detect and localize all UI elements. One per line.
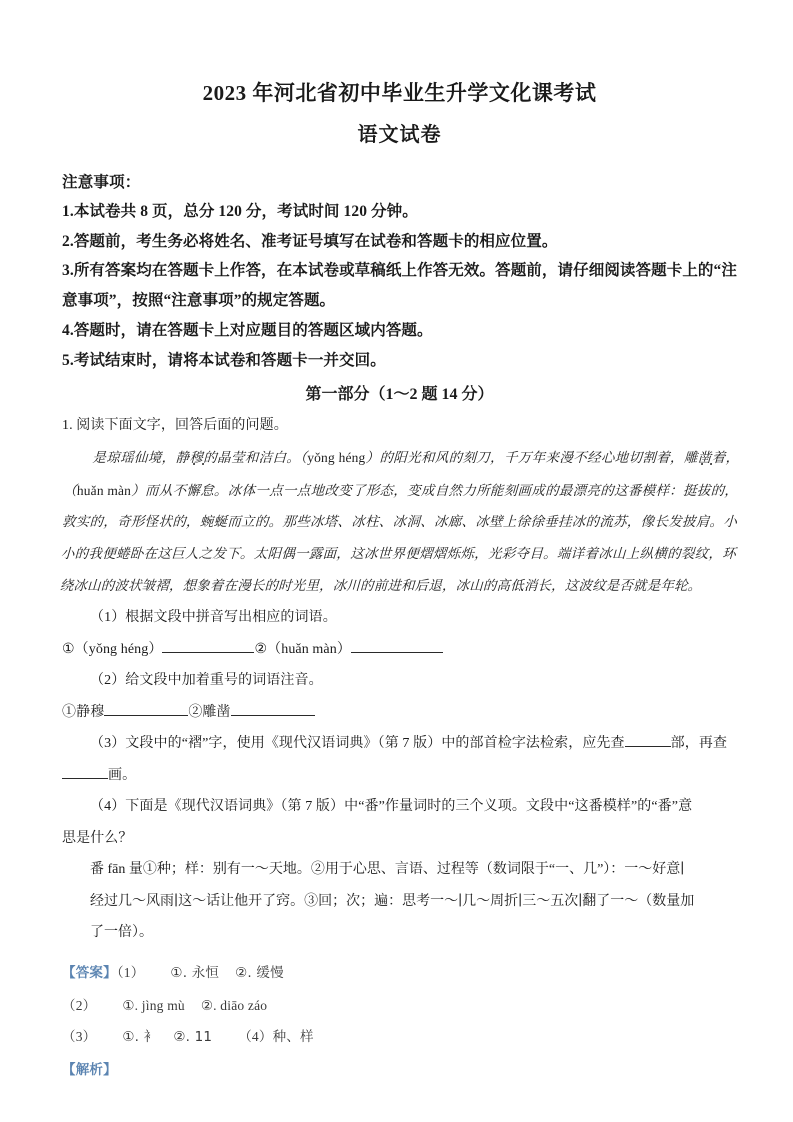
page-title: 2023 年河北省初中毕业生升学文化课考试 [202,81,597,105]
answer-3-item-1: ①. 衤 [122,1029,158,1046]
pinyin-huanman: huǎn màn [76,482,132,498]
answer-marker: 【答案】 [62,964,117,980]
notice-item: 4.答题时，请在答题卡上对应题目的答题区域内答题。 [62,321,433,339]
notice-item: 3.所有答案均在答题卡上作答，在本试卷或草稿纸上作答无效。答题前，请仔细阅读答题卡上的“注意事项”，按照“注意事项”的规定答题。 [62,262,737,310]
answer-1-num: （1） [116,964,145,980]
blank-label-4: ②雕凿 [188,704,231,720]
notice-item: 1.本试卷共 8 页，总分 120 分，考试时间 120 分钟。 [62,202,418,220]
sub-question-1-stem: （1）根据文段中拼音写出相应的词语。 [90,610,337,626]
passage-seg-1: 是琼瑶仙境，静穆 [91,449,204,466]
answer-3-num: （3） [62,1029,97,1045]
blank-label-2: ②（huǎn màn） [254,641,351,657]
answer-line-1 [62,957,737,990]
sub-question-3-stem [62,728,737,760]
answer-2-item-2: ②. diāo záo [200,997,268,1013]
pinyin-yongheng: yǒng héng [307,449,366,465]
passage-seg-3: ）的阳光和风的刻刀，千万年来漫不经心地切割着，雕凿 [365,449,712,466]
answer-1-item-1: ①. 永恒 [170,964,220,981]
sub-question-3-continued [62,760,737,792]
notice-section [62,168,737,376]
answer-3-item-2: ②. 11 [173,1029,213,1046]
answer-blank-2[interactable] [351,639,443,653]
sub-question-2-stem: （2）给文段中加着重号的词语注音。 [90,673,323,689]
answer-key-section [62,957,737,1086]
sub-question-3-text-c: 画。 [108,767,137,783]
dictionary-entry-line-3: 了一倍）。 [90,925,153,941]
sub-question-2-blanks [62,697,737,729]
reading-passage [59,442,740,603]
page-subtitle: 语文试卷 [357,123,442,146]
dictionary-entry-line-2: 经过几～风雨∣这～话让他开了窍。③回；次；遍：思考一～∣几～周折∣三～五次∣翻了一～（数量加 [90,893,695,909]
answer-blank-3[interactable] [104,702,188,716]
dictionary-entry-line-1: 番 fān 量①种；样：别有一～天地。②用于心思、言语、过程等（数词限于“一、几”）：一～好意∣ [90,862,685,878]
answer-blank-5[interactable] [625,733,671,747]
sub-question-3-text-a: （3）文段中的“褶”字，使用《现代汉语词典》（第 7 版）中的部首检字法检索，应先查 [90,736,625,752]
answer-3-item-3: （4）种、样 [238,1029,314,1045]
sub-question-4-stem-continued: 思是什么？ [62,830,133,846]
analysis-marker: 【解析】 [62,1061,117,1077]
blank-label-3: ①静穆 [62,704,105,720]
answer-2-num: （2） [62,997,97,1013]
answer-blank-4[interactable] [231,702,315,716]
answer-line-2 [62,990,737,1022]
notice-heading: 注意事项： [62,173,141,191]
analysis-line [62,1054,737,1086]
notice-item: 2.答题前，考生务必将姓名、准考证号填写在试卷和答题卡的相应位置。 [62,232,558,250]
part-heading: 第一部分（1～2 题 14 分） [305,386,494,404]
passage-seg-2: 的晶莹和洁白。（ [202,449,308,466]
answer-2-item-1: ①. jìng mù [122,997,185,1013]
passage-seg-4: 着，（ [62,449,740,499]
question-1-stem: 1. 阅读下面文字，回答后面的问题。 [62,418,288,434]
sub-question-4-stem: （4）下面是《现代汉语词典》（第 7 版）中“番”作量词时的三个义项。文段中“这番模样”的“番”意 [90,799,693,815]
sub-question-1-blanks [62,634,737,666]
notice-item: 5.考试结束时，请将本试卷和答题卡一并交回。 [62,351,386,369]
sub-question-3-text-b: 部，再查 [670,736,728,752]
blank-label-1: ①（yǒng héng） [62,641,163,657]
answer-line-3 [62,1021,737,1054]
passage-seg-5: ）而从不懈怠。冰体一点一点地改变了形态，变成自然力所能刻画成的最漂亮的这番模样：挺拔的，敦实的，奇形怪状的，蜿蜒而立的。那些冰塔、冰柱、冰洞、冰廊、冰壁上徐徐垂挂冰的流苏，像长发披肩。小小的我便蜷卧在这巨人之发下。太阳偶一露面，这冰世界便熠熠烁烁，光彩夺目。端详着冰山上纵横的裂纹，环绕冰山的波状皱褶，想象着在漫长的时光里，冰川的前进和后退，冰山的高低消长，这波纹是否就是年轮。 [59,482,739,594]
answer-blank-1[interactable] [162,639,254,653]
answer-blank-6[interactable] [62,765,108,779]
answer-1-item-2: ②. 缓慢 [235,964,284,981]
